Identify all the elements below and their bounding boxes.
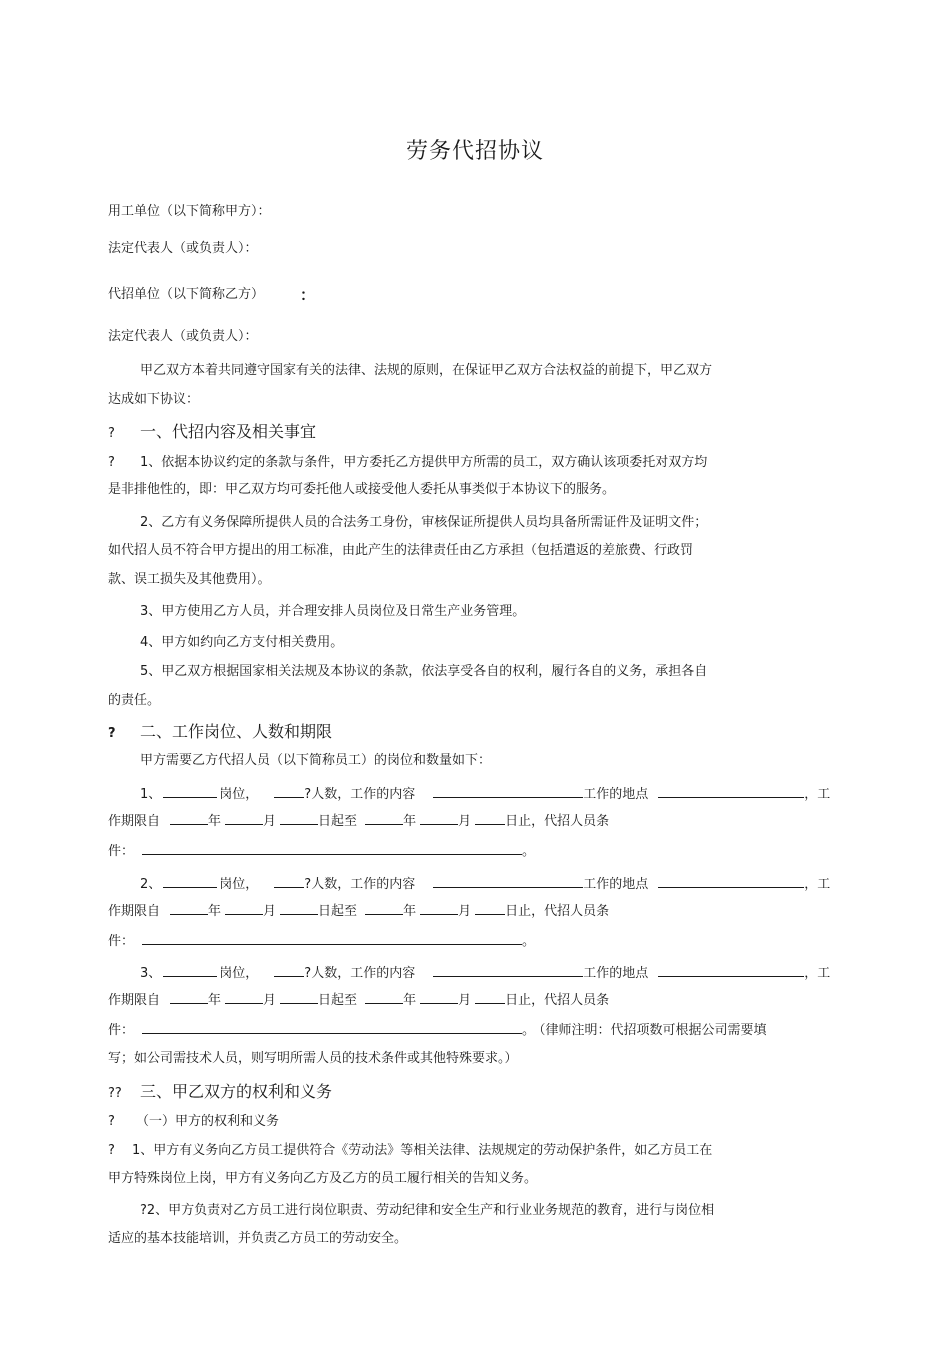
section2-intro: 甲方需要乙方代招人员（以下简称员工）的岗位和数量如下： bbox=[140, 753, 492, 768]
date-blank[interactable] bbox=[280, 901, 318, 915]
date-blank[interactable] bbox=[225, 811, 263, 825]
paragraph-text: 1、依据本协议约定的条款与条件，甲方委托乙方提供甲方所需的员工，双方确认该项委托对双方均 bbox=[140, 455, 708, 470]
field-label: 人数，工作的内容 bbox=[311, 877, 416, 892]
agent-rep-label: 法定代表人（或负责人）： bbox=[108, 329, 258, 344]
field-label: 月 bbox=[458, 904, 472, 919]
section-heading bbox=[108, 421, 316, 445]
item-row bbox=[108, 1020, 767, 1040]
field-label: 。 bbox=[522, 1023, 536, 1038]
field-label: ，工 bbox=[804, 966, 831, 981]
paragraph-line: 如代招人员不符合甲方提出的用工标准，由此产生的法律责任由乙方承担（包括遣返的差旅费、行政罚 bbox=[108, 543, 694, 558]
item-number: 1、 bbox=[140, 787, 162, 802]
intro-line: 达成如下协议： bbox=[108, 392, 200, 407]
date-blank[interactable] bbox=[420, 811, 458, 825]
date-blank[interactable] bbox=[365, 990, 403, 1004]
place-blank[interactable] bbox=[658, 784, 804, 798]
field-label: 岗位， bbox=[219, 966, 259, 981]
field-label: ，工 bbox=[804, 787, 831, 802]
paragraph-line: 4、甲方如约向乙方支付相关费用。 bbox=[140, 635, 344, 650]
item-row bbox=[140, 963, 830, 983]
bullet-marker: ? bbox=[108, 1143, 115, 1158]
subheading bbox=[108, 1113, 279, 1131]
field-label: 作期限自 bbox=[108, 814, 161, 829]
date-blank[interactable] bbox=[365, 901, 403, 915]
bullet-marker: ? bbox=[108, 455, 115, 470]
post-blank[interactable] bbox=[163, 874, 217, 888]
field-label: 月 bbox=[263, 814, 277, 829]
item-number: 3、 bbox=[140, 966, 162, 981]
field-label: 日止，代招人员条 bbox=[505, 904, 610, 919]
field-label: 作期限自 bbox=[108, 993, 161, 1008]
date-blank[interactable] bbox=[420, 990, 458, 1004]
date-blank[interactable] bbox=[280, 990, 318, 1004]
date-blank[interactable] bbox=[475, 990, 505, 1004]
field-label: 年 bbox=[208, 904, 222, 919]
date-blank[interactable] bbox=[420, 901, 458, 915]
section-heading bbox=[108, 721, 332, 745]
field-label: 件： bbox=[108, 1023, 135, 1038]
subheading-text: （一）甲方的权利和义务 bbox=[136, 1114, 280, 1129]
content-blank[interactable] bbox=[433, 963, 583, 977]
content-blank[interactable] bbox=[433, 874, 583, 888]
field-label: 日起至 bbox=[318, 904, 358, 919]
field-label: ，工 bbox=[804, 877, 831, 892]
date-blank[interactable] bbox=[170, 811, 208, 825]
field-label: 岗位， bbox=[219, 787, 259, 802]
item-row bbox=[108, 841, 539, 861]
condition-blank[interactable] bbox=[142, 1020, 522, 1034]
agent-colon: ： bbox=[300, 286, 316, 304]
field-label: 件： bbox=[108, 844, 135, 859]
section1-title: 一、代招内容及相关事宜 bbox=[140, 422, 317, 441]
paragraph-line: 2、乙方有义务保障所提供人员的合法务工身份，审核保证所提供人员均具备所需证件及证明文件； bbox=[140, 515, 708, 530]
field-label: 日止，代招人员条 bbox=[505, 814, 610, 829]
field-label: 月 bbox=[263, 993, 277, 1008]
post-blank[interactable] bbox=[163, 963, 217, 977]
paragraph-line bbox=[108, 454, 707, 472]
count-blank[interactable] bbox=[274, 784, 304, 798]
count-marker: ? bbox=[304, 877, 312, 892]
item-row bbox=[108, 990, 609, 1010]
field-label: 月 bbox=[458, 993, 472, 1008]
field-label: 年 bbox=[403, 993, 417, 1008]
paragraph-line: 3、甲方使用乙方人员，并合理安排人员岗位及日常生产业务管理。 bbox=[140, 604, 526, 619]
date-blank[interactable] bbox=[225, 901, 263, 915]
item-row bbox=[108, 811, 609, 831]
intro-line: 甲乙双方本着共同遵守国家有关的法律、法规的原则，在保证甲乙双方合法权益的前提下，甲乙双方 bbox=[140, 363, 713, 378]
field-label: 年 bbox=[208, 993, 222, 1008]
bullet-marker: ? bbox=[108, 726, 116, 741]
date-blank[interactable] bbox=[280, 811, 318, 825]
item-row bbox=[108, 931, 539, 951]
item-number: 2、 bbox=[140, 877, 162, 892]
place-blank[interactable] bbox=[658, 874, 804, 888]
content-blank[interactable] bbox=[433, 784, 583, 798]
field-label: 。 bbox=[522, 844, 536, 859]
paragraph-line bbox=[140, 1202, 714, 1220]
field-label: 人数，工作的内容 bbox=[311, 787, 416, 802]
date-blank[interactable] bbox=[170, 901, 208, 915]
item-row bbox=[140, 784, 830, 804]
item-row bbox=[108, 901, 609, 921]
condition-blank[interactable] bbox=[142, 931, 522, 945]
date-blank[interactable] bbox=[225, 990, 263, 1004]
paragraph-line: 甲方特殊岗位上岗，甲方有义务向乙方及乙方的员工履行相关的告知义务。 bbox=[108, 1171, 538, 1186]
date-blank[interactable] bbox=[170, 990, 208, 1004]
field-label: 年 bbox=[208, 814, 222, 829]
date-blank[interactable] bbox=[365, 811, 403, 825]
section3-title: 三、甲乙双方的权利和义务 bbox=[140, 1082, 333, 1101]
paragraph-line: 是非排他性的，即：甲乙双方均可委托他人或接受他人委托从事类似于本协议下的服务。 bbox=[108, 482, 616, 497]
section2-title: 二、工作岗位、人数和期限 bbox=[140, 722, 333, 741]
bullet-marker: ? bbox=[108, 426, 115, 441]
date-blank[interactable] bbox=[475, 901, 505, 915]
count-marker: ? bbox=[304, 966, 312, 981]
lawyer-note: （律师注明：代招项数可根据公司需要填 bbox=[539, 1023, 767, 1038]
bullet-marker: ? bbox=[108, 1114, 115, 1129]
post-blank[interactable] bbox=[163, 784, 217, 798]
field-label: 日止，代招人员条 bbox=[505, 993, 610, 1008]
count-blank[interactable] bbox=[274, 874, 304, 888]
date-blank[interactable] bbox=[475, 811, 505, 825]
field-label: 月 bbox=[458, 814, 472, 829]
field-label: 工作的地点 bbox=[583, 877, 649, 892]
paragraph-line: 适应的基本技能培训，并负责乙方员工的劳动安全。 bbox=[108, 1231, 408, 1246]
condition-blank[interactable] bbox=[142, 841, 522, 855]
paragraph-line: 的责任。 bbox=[108, 693, 161, 708]
section-heading bbox=[108, 1081, 332, 1105]
item-row bbox=[140, 874, 830, 894]
field-label: 工作的地点 bbox=[583, 787, 649, 802]
field-label: 。 bbox=[522, 934, 536, 949]
bullet-marker: ? bbox=[140, 1203, 147, 1218]
field-label: 年 bbox=[403, 814, 417, 829]
field-label: 人数，工作的内容 bbox=[311, 966, 416, 981]
page-title: 劳务代招协议 bbox=[405, 139, 544, 164]
agent-label: 代招单位（以下简称乙方） bbox=[108, 287, 265, 302]
field-label: 日起至 bbox=[318, 993, 358, 1008]
field-label: 年 bbox=[403, 904, 417, 919]
field-label: 工作的地点 bbox=[583, 966, 649, 981]
paragraph-line: 5、甲乙双方根据国家相关法规及本协议的条款，依法享受各自的权利，履行各自的义务，承担各自 bbox=[140, 664, 708, 679]
paragraph-text: 2、甲方负责对乙方员工进行岗位职责、劳动纪律和安全生产和行业业务规范的教育，进行与岗位相 bbox=[146, 1203, 715, 1218]
employer-label: 用工单位（以下简称甲方）： bbox=[108, 204, 271, 219]
bullet-marker: ?? bbox=[108, 1086, 122, 1101]
field-label: 日起至 bbox=[318, 814, 358, 829]
count-blank[interactable] bbox=[274, 963, 304, 977]
field-label: 岗位， bbox=[219, 877, 259, 892]
place-blank[interactable] bbox=[658, 963, 804, 977]
paragraph-text: 1、甲方有义务向乙方员工提供符合《劳动法》等相关法律、法规规定的劳动保护条件，如乙方员工在 bbox=[132, 1143, 713, 1158]
employer-rep-label: 法定代表人（或负责人）： bbox=[108, 241, 258, 256]
field-label: 作期限自 bbox=[108, 904, 161, 919]
lawyer-note: 写；如公司需技术人员，则写明所需人员的技术条件或其他特殊要求。） bbox=[108, 1051, 518, 1066]
field-label: 件： bbox=[108, 934, 135, 949]
paragraph-line bbox=[108, 1142, 712, 1160]
field-label: 月 bbox=[263, 904, 277, 919]
count-marker: ? bbox=[304, 787, 312, 802]
paragraph-line: 款、误工损失及其他费用）。 bbox=[108, 572, 271, 587]
